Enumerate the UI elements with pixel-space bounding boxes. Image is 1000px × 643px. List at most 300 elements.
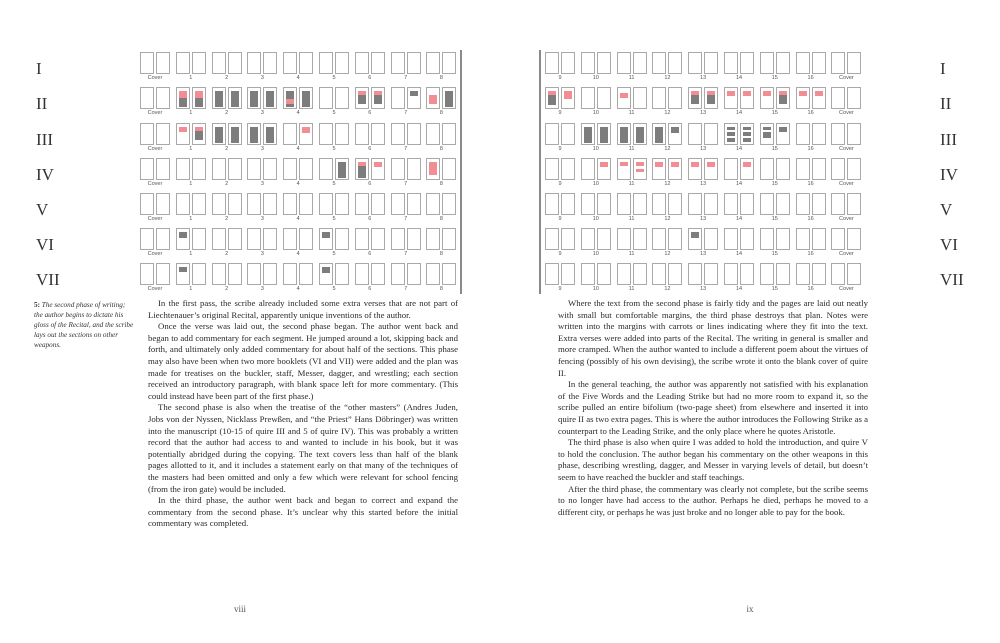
leaf-verso <box>426 263 440 285</box>
leaf-verso <box>426 158 440 180</box>
gutter-divider-left <box>460 50 462 294</box>
leaf-recto <box>263 263 277 285</box>
text-block-mark <box>179 232 187 238</box>
leaf-recto <box>156 158 170 180</box>
leaf-verso <box>176 228 190 250</box>
leaf-recto <box>156 52 170 74</box>
leaf-verso <box>617 158 631 180</box>
leaf-verso <box>283 158 297 180</box>
leaf-spread <box>353 85 387 119</box>
leaf-spread <box>579 85 613 119</box>
leaf-recto <box>299 123 313 145</box>
leaf-verso <box>724 52 738 74</box>
leaf-verso <box>760 228 774 250</box>
leaf-verso <box>652 263 666 285</box>
leaf-verso <box>319 52 333 74</box>
leaf-label: 11 <box>628 110 635 116</box>
leaf-recto <box>263 87 277 109</box>
quire-numeral: I <box>36 59 42 78</box>
leaf-recto <box>299 87 313 109</box>
leaf-recto <box>407 123 421 145</box>
leaf-label: 3 <box>260 251 264 257</box>
page-number: viii <box>233 604 246 614</box>
leaf-label: 9 <box>558 181 562 187</box>
leaf-spread <box>722 226 756 260</box>
leaf-recto <box>442 123 456 145</box>
leaf-spread <box>829 121 863 155</box>
text-block-mark <box>671 127 679 133</box>
leaf-spread <box>424 261 458 295</box>
leaf-verso <box>212 263 226 285</box>
leaf-label: 3 <box>260 110 264 116</box>
leaf-label: 14 <box>735 251 743 257</box>
text-block-mark <box>727 132 735 136</box>
leaf-verso <box>617 87 631 109</box>
leaf-recto <box>847 193 861 215</box>
leaf-label: 10 <box>592 216 599 222</box>
leaf-recto <box>561 193 575 215</box>
leaf-verso <box>581 263 595 285</box>
leaf-verso <box>831 228 845 250</box>
leaf-label: 4 <box>296 75 300 81</box>
leaf-verso <box>545 87 559 109</box>
leaf-spread <box>650 121 684 155</box>
leaf-spread <box>794 121 828 155</box>
leaf-spread <box>543 156 577 190</box>
leaf-label: Cover <box>147 286 163 292</box>
leaf-label: 3 <box>260 216 264 222</box>
leaf-verso <box>391 193 405 215</box>
leaf-verso <box>319 263 333 285</box>
commentary-mark <box>195 127 203 131</box>
leaf-spread <box>210 261 244 295</box>
leaf-label: 6 <box>368 216 372 222</box>
leaf-recto <box>847 158 861 180</box>
leaf-label: 2 <box>225 75 229 81</box>
leaf-spread <box>615 156 649 190</box>
commentary-mark <box>286 99 294 104</box>
leaf-recto <box>561 52 575 74</box>
leaf-recto <box>299 193 313 215</box>
leaf-recto <box>335 263 349 285</box>
leaf-verso <box>652 193 666 215</box>
leaf-spread <box>245 261 279 295</box>
leaf-spread <box>650 156 684 190</box>
leaf-label: 5 <box>332 75 336 81</box>
commentary-mark <box>655 162 663 167</box>
leaf-label: 6 <box>368 251 372 257</box>
leaf-verso <box>426 52 440 74</box>
leaf-recto <box>228 263 242 285</box>
leaf-label: 4 <box>296 110 300 116</box>
leaf-spread <box>686 261 720 295</box>
text-block-mark <box>763 132 771 138</box>
leaf-verso <box>176 263 190 285</box>
leaf-recto <box>442 228 456 250</box>
text-block-mark <box>743 132 751 136</box>
leaf-recto <box>740 263 754 285</box>
leaf-spread <box>317 261 351 295</box>
leaf-spread <box>794 261 828 295</box>
leaf-label: 8 <box>439 216 443 222</box>
leaf-label: 10 <box>592 75 599 81</box>
leaf-verso <box>760 52 774 74</box>
leaf-recto <box>668 263 682 285</box>
leaf-recto <box>740 123 754 145</box>
leaf-verso <box>581 228 595 250</box>
leaf-verso <box>688 228 702 250</box>
quire-numeral: III <box>940 130 957 149</box>
text-block-mark <box>779 127 787 132</box>
leaf-recto <box>192 228 206 250</box>
quire-numeral: VII <box>36 270 60 289</box>
leaf-verso <box>760 123 774 145</box>
leaf-verso <box>724 123 738 145</box>
leaf-label: Cover <box>147 181 163 187</box>
leaf-spread <box>245 156 279 190</box>
leaf-spread <box>317 50 351 84</box>
leaf-label: 15 <box>771 146 778 152</box>
leaf-spread <box>722 191 756 225</box>
leaf-recto <box>371 263 385 285</box>
commentary-mark <box>636 169 644 172</box>
leaf-recto <box>597 228 611 250</box>
leaf-label: 16 <box>807 286 814 292</box>
leaf-recto <box>371 193 385 215</box>
leaf-label: Cover <box>839 75 854 81</box>
leaf-spread <box>281 261 315 295</box>
leaf-label: 8 <box>439 286 443 292</box>
leaf-verso <box>355 52 369 74</box>
leaf-spread <box>353 191 387 225</box>
leaf-spread <box>174 156 208 190</box>
leaf-recto <box>812 87 826 109</box>
leaf-label: 5 <box>332 110 336 116</box>
leaf-verso <box>176 158 190 180</box>
commentary-mark <box>358 162 366 166</box>
leaf-verso <box>724 228 738 250</box>
leaf-recto <box>847 123 861 145</box>
leaf-spread <box>650 50 684 84</box>
leaf-label: 5 <box>332 216 336 222</box>
leaf-recto <box>704 52 718 74</box>
leaf-spread <box>579 50 613 84</box>
leaf-recto <box>776 193 790 215</box>
leaf-verso <box>617 193 631 215</box>
leaf-spread <box>353 121 387 155</box>
leaf-verso <box>140 123 154 145</box>
leaf-spread <box>389 226 423 260</box>
leaf-verso <box>319 228 333 250</box>
leaf-spread <box>317 156 351 190</box>
leaf-recto <box>776 228 790 250</box>
commentary-mark <box>743 91 751 96</box>
leaf-recto <box>192 263 206 285</box>
leaf-verso <box>760 193 774 215</box>
commentary-mark <box>374 91 382 95</box>
leaf-recto <box>812 123 826 145</box>
page-number: ix <box>746 604 754 614</box>
leaf-verso <box>688 87 702 109</box>
leaf-verso <box>652 228 666 250</box>
leaf-verso <box>581 193 595 215</box>
leaf-spread <box>281 85 315 119</box>
leaf-recto <box>847 228 861 250</box>
leaf-label: 6 <box>368 110 372 116</box>
text-block-mark <box>410 91 418 96</box>
leaf-verso <box>796 228 810 250</box>
paragraph: In the general teaching, the author was apparently not satisfied with his explanation of the Five Words and the Leading Strike but had no more room to expand it, so the scribe pulled an entire bifolium (two-page sheet) from elsewhere and inserted it into quire II as two extra pages. This is where the author introduces the Following Strike as a counterpart to the Leading Strike, and the only place where he quotes Aristotle. <box>558 379 868 436</box>
text-block-mark <box>195 131 203 140</box>
leaf-spread <box>245 191 279 225</box>
commentary-mark <box>743 162 751 167</box>
leaf-verso <box>391 123 405 145</box>
commentary-mark <box>779 91 787 95</box>
leaf-label: 7 <box>404 286 408 292</box>
leaf-spread <box>650 226 684 260</box>
leaf-spread <box>174 50 208 84</box>
leaf-label: 3 <box>260 181 264 187</box>
leaf-spread <box>686 50 720 84</box>
leaf-label: 9 <box>558 75 562 81</box>
leaf-label: 12 <box>664 146 671 152</box>
leaf-label: 6 <box>368 146 372 152</box>
leaf-spread <box>579 191 613 225</box>
leaf-verso <box>831 158 845 180</box>
leaf-verso <box>688 263 702 285</box>
commentary-mark <box>429 95 437 104</box>
leaf-recto <box>561 228 575 250</box>
leaf-label: 1 <box>189 216 193 222</box>
leaf-spread <box>758 156 792 190</box>
leaf-label: 7 <box>404 75 408 81</box>
leaf-label: Cover <box>147 110 163 116</box>
leaf-verso <box>688 123 702 145</box>
text-block-mark <box>266 127 274 143</box>
leaf-recto <box>407 87 421 109</box>
leaf-verso <box>760 158 774 180</box>
text-block-mark <box>322 232 330 238</box>
leaf-label: 13 <box>700 146 707 152</box>
leaf-verso <box>581 123 595 145</box>
caption-label: 5: <box>34 301 40 309</box>
leaf-verso <box>319 193 333 215</box>
leaf-recto <box>156 263 170 285</box>
leaf-recto <box>407 52 421 74</box>
leaf-verso <box>760 87 774 109</box>
leaf-recto <box>740 228 754 250</box>
leaf-label: Cover <box>839 251 854 257</box>
leaf-verso <box>652 158 666 180</box>
leaf-verso <box>140 193 154 215</box>
leaf-verso <box>212 87 226 109</box>
leaf-verso <box>247 52 261 74</box>
leaf-verso <box>796 52 810 74</box>
leaf-verso <box>796 263 810 285</box>
leaf-label: 15 <box>771 110 778 116</box>
leaf-spread <box>829 191 863 225</box>
text-block-mark <box>358 96 366 104</box>
leaf-verso <box>652 87 666 109</box>
leaf-recto <box>442 158 456 180</box>
leaf-label: 2 <box>225 251 229 257</box>
leaf-label: Cover <box>147 216 163 222</box>
leaf-verso <box>247 123 261 145</box>
leaf-verso <box>724 87 738 109</box>
leaf-label: 2 <box>225 146 229 152</box>
leaf-spread <box>686 156 720 190</box>
leaf-spread <box>245 226 279 260</box>
leaf-label: 10 <box>592 181 599 187</box>
leaf-recto <box>776 87 790 109</box>
leaf-spread <box>686 121 720 155</box>
quire-numeral: VI <box>36 235 54 254</box>
leaf-spread <box>138 226 172 260</box>
leaf-spread <box>174 261 208 295</box>
leaf-verso <box>247 158 261 180</box>
leaf-recto <box>668 158 682 180</box>
paragraph: Where the text from the second phase is fairly tidy and the pages are laid out neatly with small but comfortable margins, the third phase destroys that plan. Notes were written into the margins with carrots or lines indicating where they fit into the text. Extra verses were added into parts of the Recital. The writing in general is smaller and more cramped. When the author wanted to include a different poem about the virtues of fencing (possibly of his own devising), the scribe wrote it onto the blank cover of quire II. <box>558 298 868 378</box>
leaf-verso <box>355 228 369 250</box>
leaf-recto <box>668 87 682 109</box>
leaf-spread <box>317 85 351 119</box>
leaf-recto <box>299 52 313 74</box>
leaf-spread <box>758 191 792 225</box>
quire-numeral: VII <box>940 270 964 289</box>
leaf-label: 7 <box>404 181 408 187</box>
leaf-spread <box>758 261 792 295</box>
leaf-recto <box>442 193 456 215</box>
leaf-label: 7 <box>404 251 408 257</box>
leaf-label: Cover <box>147 75 163 81</box>
text-block-mark <box>727 127 735 130</box>
leaf-label: 10 <box>592 146 599 152</box>
leaf-label: 11 <box>628 251 635 257</box>
leaf-label: 7 <box>404 146 408 152</box>
leaf-verso <box>319 158 333 180</box>
text-block-mark <box>374 94 382 104</box>
figure-caption <box>34 300 134 350</box>
leaf-spread <box>758 121 792 155</box>
leaf-verso <box>319 87 333 109</box>
leaf-recto <box>633 263 647 285</box>
leaf-spread <box>210 121 244 155</box>
leaf-verso <box>355 193 369 215</box>
leaf-recto <box>561 87 575 109</box>
text-block-mark <box>691 232 699 238</box>
leaf-spread <box>615 50 649 84</box>
leaf-verso <box>391 52 405 74</box>
leaf-recto <box>597 52 611 74</box>
leaf-spread <box>686 191 720 225</box>
leaf-label: Cover <box>839 216 854 222</box>
leaf-recto <box>335 193 349 215</box>
leaf-label: 16 <box>807 110 814 116</box>
leaf-spread <box>758 85 792 119</box>
leaf-spread <box>579 226 613 260</box>
leaf-spread <box>424 121 458 155</box>
leaf-recto <box>263 228 277 250</box>
quire-numeral: IV <box>940 165 958 184</box>
leaf-label: 15 <box>771 251 778 257</box>
leaf-verso <box>140 263 154 285</box>
leaf-recto <box>442 263 456 285</box>
leaf-label: 2 <box>225 110 229 116</box>
leaf-verso <box>688 158 702 180</box>
paragraph: In the third phase, the author went back and began to correct and expand the commentary from the second phase. It’s unclear why this started before the initial commentary was completed. <box>148 495 458 529</box>
leaf-spread <box>424 156 458 190</box>
commentary-mark <box>600 162 608 167</box>
leaf-spread <box>650 261 684 295</box>
leaf-recto <box>263 123 277 145</box>
leaf-verso <box>545 228 559 250</box>
leaf-verso <box>796 123 810 145</box>
leaf-recto <box>740 158 754 180</box>
leaf-verso <box>688 193 702 215</box>
leaf-recto <box>668 123 682 145</box>
quire-numeral: V <box>36 200 49 219</box>
leaf-spread <box>722 85 756 119</box>
leaf-recto <box>812 193 826 215</box>
leaf-spread <box>829 226 863 260</box>
leaf-spread <box>174 85 208 119</box>
leaf-recto <box>335 87 349 109</box>
leaf-recto <box>668 228 682 250</box>
text-block-mark <box>338 162 346 178</box>
leaf-verso <box>283 263 297 285</box>
leaf-spread <box>281 50 315 84</box>
leaf-spread <box>722 261 756 295</box>
leaf-label: 13 <box>700 110 707 116</box>
leaf-recto <box>561 158 575 180</box>
leaf-recto <box>228 52 242 74</box>
leaf-label: Cover <box>839 146 854 152</box>
leaf-recto <box>442 52 456 74</box>
leaf-verso <box>617 52 631 74</box>
leaf-spread <box>138 121 172 155</box>
leaf-label: 11 <box>628 181 635 187</box>
leaf-verso <box>176 123 190 145</box>
leaf-recto <box>228 158 242 180</box>
text-block-mark <box>743 138 751 142</box>
leaf-label: 6 <box>368 286 372 292</box>
commentary-mark <box>302 127 310 133</box>
leaf-recto <box>192 123 206 145</box>
leaf-label: 8 <box>439 181 443 187</box>
leaf-label: 9 <box>558 251 562 257</box>
text-block-mark <box>620 127 628 143</box>
leaf-recto <box>335 228 349 250</box>
leaf-recto <box>776 263 790 285</box>
leaf-spread <box>579 156 613 190</box>
leaf-spread <box>138 85 172 119</box>
leaf-recto <box>633 52 647 74</box>
gutter-divider-right <box>539 50 541 294</box>
leaf-label: 11 <box>628 146 635 152</box>
leaf-spread <box>543 50 577 84</box>
leaf-recto <box>704 263 718 285</box>
leaf-label: 15 <box>771 75 778 81</box>
leaf-recto <box>263 52 277 74</box>
leaf-label: 3 <box>260 146 264 152</box>
leaf-verso <box>652 52 666 74</box>
text-block-mark <box>250 91 258 107</box>
commentary-mark <box>195 91 203 98</box>
leaf-label: 12 <box>664 75 671 81</box>
paragraph: The second phase is also when the treatise of the “other masters” (Andres Juden, Jobs von der Nyssen, Nicklass Prewßen, and “the Priest” Hans Döbringer) was written into the manuscript (10-15 of quire III and 5 of quire IV). This was probably a written record that the author had access to and wanted to include in his book, but it was potentially abridged during the copying. The text covers less than half of the blank pages allotted to it, and it includes a statement early on that many of the techniques of the masters had been omitted and only a few which were relevant for school fencing (from the iron gate) would be included. <box>148 402 458 494</box>
leaf-recto <box>740 87 754 109</box>
leaf-spread <box>794 156 828 190</box>
